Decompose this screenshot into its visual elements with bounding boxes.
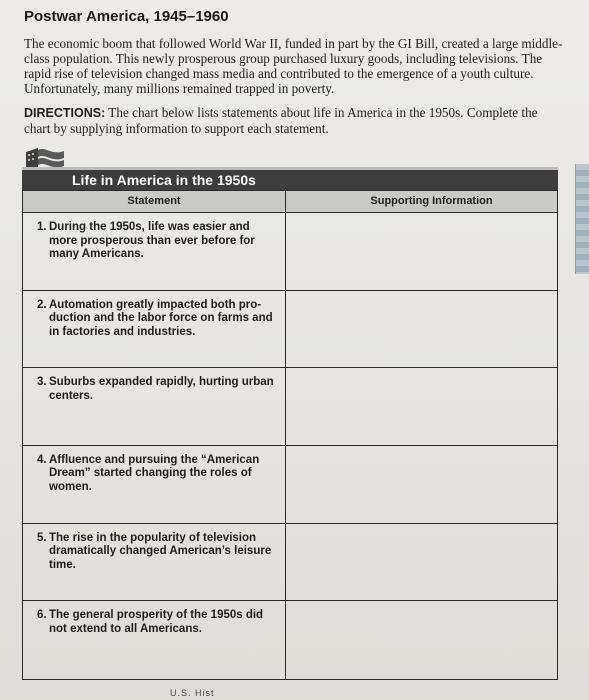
statement-table: [22, 190, 558, 680]
supporting-info-cell[interactable]: [286, 213, 557, 291]
statement-text: Affluence and pursuing the “American Dream” started changing the roles of women.: [49, 453, 260, 493]
supporting-info-cell[interactable]: [286, 291, 557, 369]
row-number: 1.: [37, 221, 47, 233]
supporting-info-cell[interactable]: [286, 368, 557, 446]
statement-cell: [23, 213, 286, 291]
statement-text: During the 1950s, life was easier and more prosperous than ever before for many Americans.: [49, 221, 255, 260]
row-number: 5.: [37, 531, 47, 544]
row-number: 6.: [37, 609, 47, 622]
page-edge-tab: [575, 164, 589, 274]
statement-cell: [23, 368, 286, 446]
directions-text: The chart below lists statements about life in America in the 1950s. Complete the chart by supplying information to support each statement.: [24, 105, 538, 136]
statement-cell: [23, 291, 286, 369]
directions-paragraph: [24, 105, 564, 136]
row-number: 4.: [37, 453, 47, 466]
statement-text: The general prosperity of the 1950s did not extend to all Americans.: [49, 609, 264, 635]
supporting-info-cell[interactable]: [286, 446, 557, 524]
row-number: 3.: [37, 376, 47, 389]
page-title: Postwar America, 1945–1960: [24, 8, 229, 25]
supporting-info-header: Supporting Information: [286, 191, 557, 213]
statement-text: Automation greatly impacted both pro-duction and the labor force on farms and in factories and industries.: [49, 298, 273, 338]
directions-label: DIRECTIONS:: [24, 106, 106, 120]
statement-header: Statement: [23, 191, 286, 213]
statement-text: The rise in the popularity of television dramatically changed American’s leisure time.: [49, 531, 272, 571]
statement-cell: [23, 446, 286, 524]
intro-paragraph: The economic boom that followed World War II, funded in part by the GI Bill, created a large middle-class population. This newly prosperous group purchased luxury goods, including televisions. The rapid rise of television changed mass media and contributed to the emergence of a youth culture. Unfortunately, many millions remained trapped in poverty.: [24, 36, 563, 96]
statement-text: Suburbs expanded rapidly, hurting urban centers.: [49, 376, 274, 402]
page-footer: U.S. Hist: [170, 688, 215, 698]
row-number: 2.: [37, 298, 47, 311]
statement-cell: [23, 524, 286, 602]
supporting-info-cell[interactable]: [286, 601, 557, 679]
statement-cell: [23, 601, 286, 679]
chart-title: Life in America in the 1950s: [72, 172, 256, 188]
supporting-info-cell[interactable]: [286, 524, 557, 602]
